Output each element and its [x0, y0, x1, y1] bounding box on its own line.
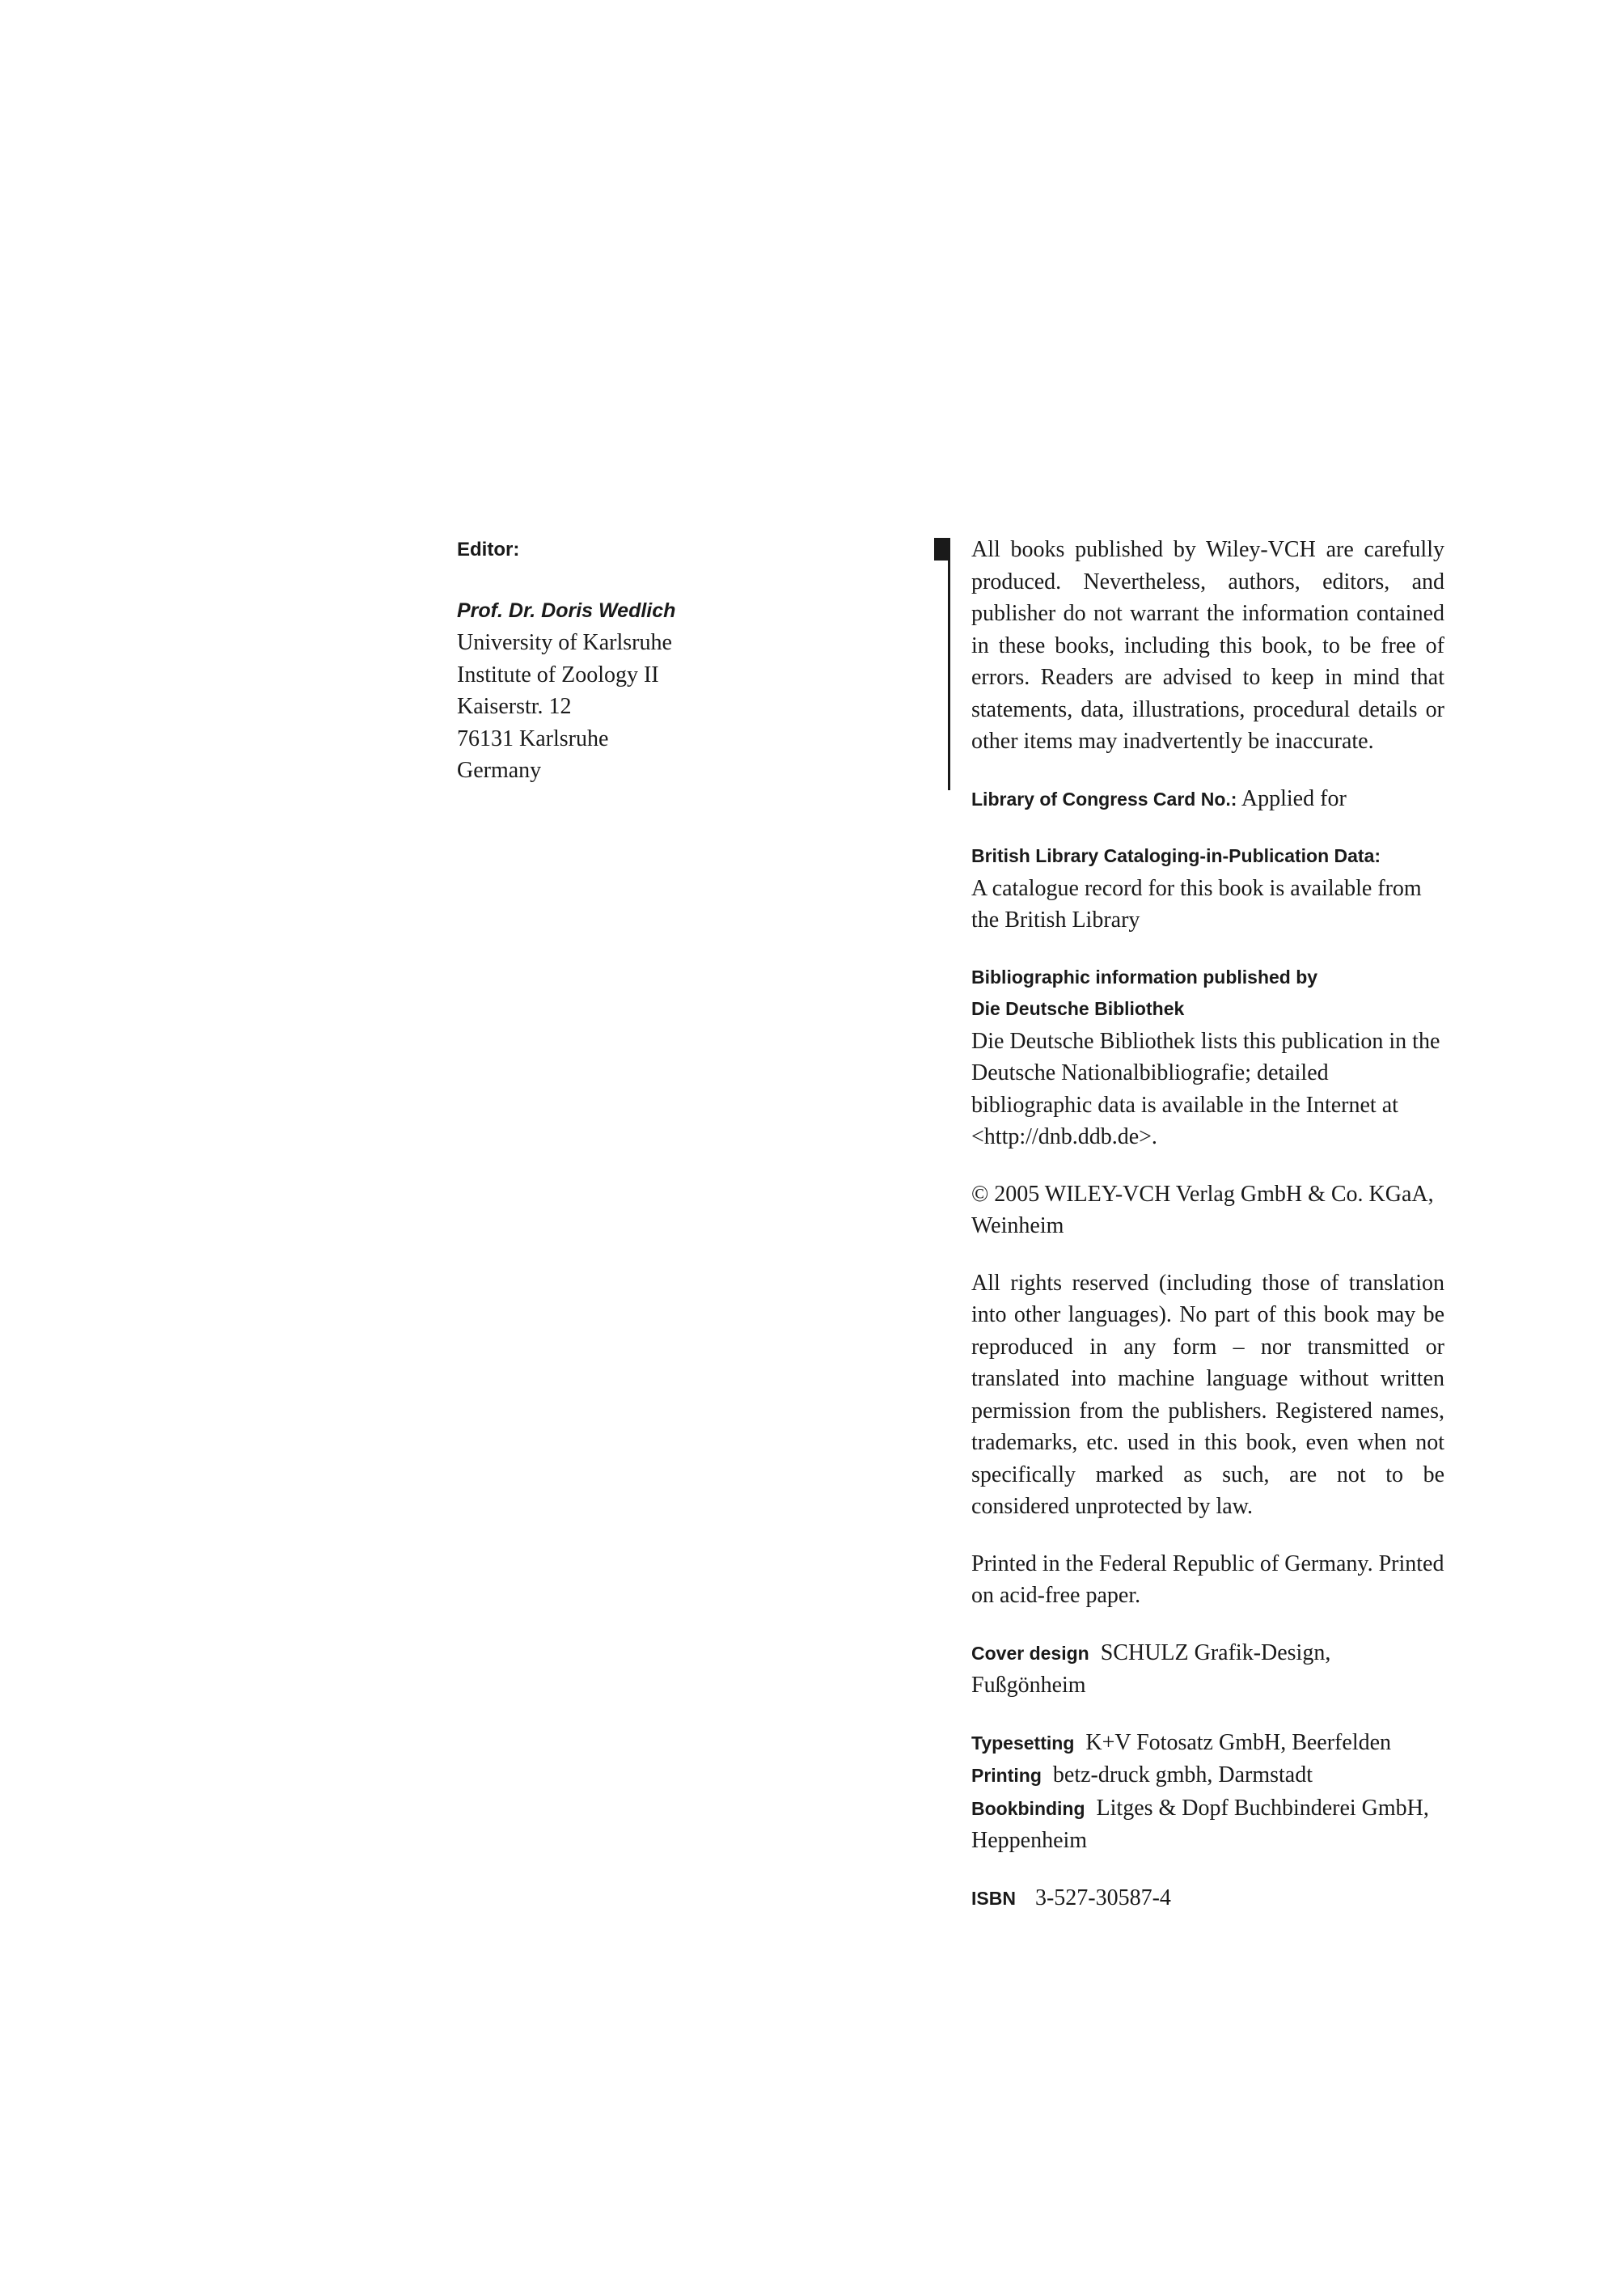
editor-address-line: University of Karlsruhe — [457, 630, 672, 655]
copyright-notice: © 2005 WILEY-VCH Verlag GmbH & Co. KGaA, Weinheim — [971, 1181, 1434, 1238]
typesetting-entry — [971, 1727, 1444, 1760]
cover-design-value: SCHULZ Grafik-Design, Fußgönheim — [971, 1639, 1331, 1698]
dnb-label-line2: Die Deutsche Bibliothek — [971, 998, 1185, 1019]
editor-address-line: Kaiserstr. 12 — [457, 694, 572, 719]
rights-paragraph: All rights reserved (including those of translation into other languages). No part of this book may be reproduced in any form – nor transmitted or translated into machine language without written permission from the publishers. Registered names, trademarks, etc. used in this book, even when not specifically marked as such, are not to be considered unprotected by law. — [971, 1270, 1444, 1519]
production-credits — [971, 1727, 1444, 1857]
editor-block — [457, 534, 813, 787]
editor-heading: Editor: — [457, 539, 520, 561]
editor-address-line: Germany — [457, 758, 542, 783]
loc-entry — [971, 783, 1444, 816]
printed-notice: Printed in the Federal Republic of Germany. Printed on acid-free paper. — [971, 1551, 1444, 1608]
dnb-label-line1: Bibliographic information published by — [971, 966, 1318, 988]
printing-label: Printing — [971, 1765, 1042, 1786]
isbn-value: 3-527-30587-4 — [1034, 1885, 1171, 1910]
british-library-text: A catalogue record for this book is available from the British Library — [971, 875, 1422, 933]
typesetting-value: K+V Fotosatz GmbH, Beerfelden — [1085, 1729, 1392, 1755]
editor-name: Prof. Dr. Doris Wedlich — [457, 599, 676, 622]
loc-value: Applied for — [1241, 785, 1347, 811]
isbn-entry — [971, 1882, 1444, 1915]
british-library-entry — [971, 840, 1444, 937]
imprint-column — [971, 534, 1444, 1940]
margin-marker-line — [948, 538, 950, 790]
typesetting-label: Typesetting — [971, 1732, 1075, 1754]
printing-entry — [971, 1759, 1444, 1792]
dnb-entry — [971, 962, 1444, 1153]
isbn-label: ISBN — [971, 1887, 1016, 1909]
editor-address-line: Institute of Zoology II — [457, 662, 659, 687]
loc-label: Library of Congress Card No.: — [971, 788, 1237, 810]
bookbinding-entry — [971, 1792, 1444, 1857]
cover-design-entry — [971, 1637, 1444, 1702]
editor-address-line: 76131 Karlsruhe — [457, 726, 609, 751]
british-library-label: British Library Cataloging-in-Publication Data: — [971, 845, 1381, 866]
disclaimer-paragraph: All books published by Wiley-VCH are carefully produced. Nevertheless, authors, editors, and publisher do not warrant the information contained in these books, including this book, to be free of errors. Readers are advised to keep in mind that statements, data, illustrations, procedural details or other items may inadvertently be inaccurate. — [971, 537, 1444, 754]
dnb-text: Die Deutsche Bibliothek lists this publication in the Deutsche Nationalbibliografie; detailed bibliographic data is available in the Internet at <http://dnb.ddb.de>. — [971, 1028, 1440, 1149]
cover-design-label: Cover design — [971, 1642, 1089, 1664]
bookbinding-label: Bookbinding — [971, 1797, 1085, 1819]
bookbinding-value: Litges & Dopf Buchbinderei GmbH, Heppenheim — [971, 1795, 1429, 1853]
printing-value: betz-druck gmbh, Darmstadt — [1052, 1762, 1313, 1787]
